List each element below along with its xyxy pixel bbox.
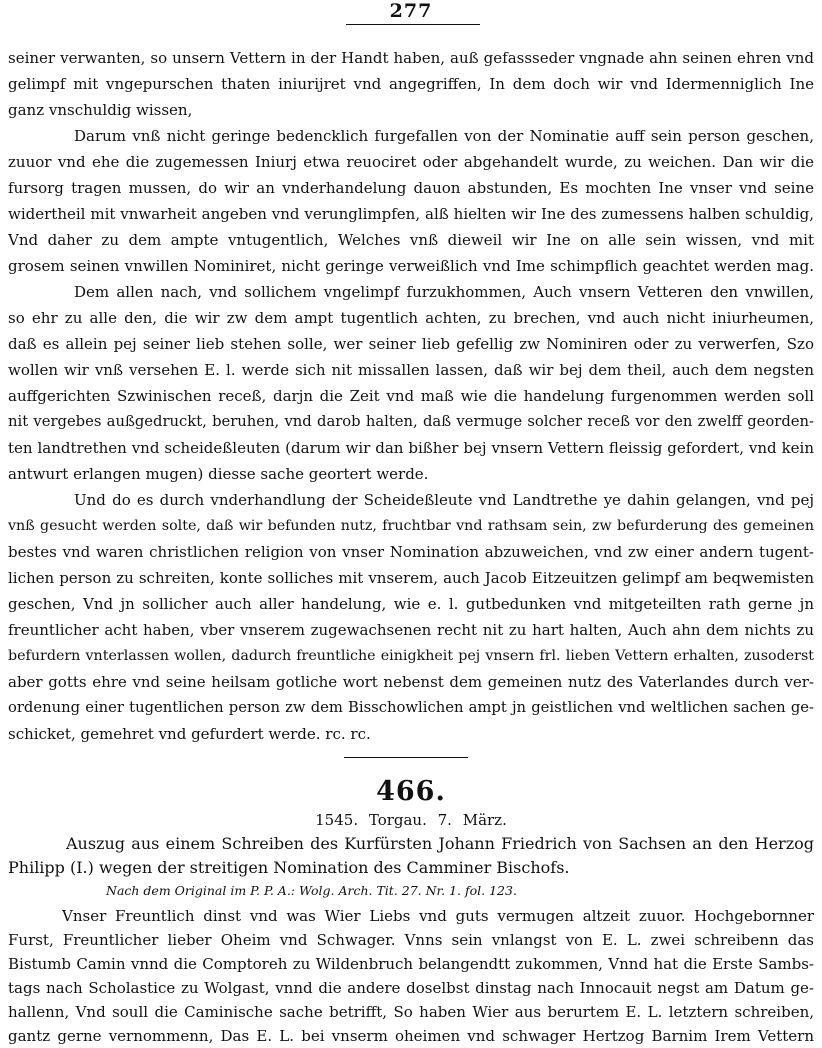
- text-line: zuuor vnd ehe die zugemessen Iniurj etwa reuociret oder abgehandelt wurde, zu weichen. Dan wir die: [8, 153, 814, 171]
- text-line: freuntlicher acht haben, vber vnserem zugewachsenen recht nit zu hart halten, Auch ahn dem nichts zu: [8, 621, 814, 639]
- text-line: ordenung einer tugentlichen person zw dem Bisschowlichen ampt jn geistlichen vnd weltlichen sachen ge-: [8, 699, 814, 716]
- text-line: nit vergebes außgedruckt, beruhen, vnd darob halten, daß vermuge solcher receß vor den zwelff georden-: [8, 413, 814, 430]
- text-line: bestes vnd waren christlichen religion von vnser Nomination abzuweichen, vnd zw einer andern tugent-: [8, 543, 814, 561]
- document-summary-line: Auszug aus einem Schreiben des Kurfürsten Johann Friedrich von Sachsen an den Herzog: [66, 834, 814, 853]
- text-line: wollen wir vnß versehen E. l. werde sich nit missallen lassen, daß wir bej dem theil, auch dem negsten: [8, 361, 814, 379]
- text-line: schicket, gemehret vnd gefurdert werde. rc. rc.: [8, 725, 371, 743]
- document-number: 466.: [376, 776, 446, 807]
- text-line: antwurt erlangen mugen) diesse sache geortert werde.: [8, 465, 429, 483]
- document-summary-line: Philipp (I.) wegen der streitigen Nomination des Camminer Bischofs.: [8, 858, 570, 877]
- text-line: gelimpf mit vngepurschen thaten iniurijret vnd angegriffen, In dem doch wir vnd Idermenniglich Ine: [8, 75, 814, 93]
- text-line: Dem allen nach, vnd sollichem vngelimpf furzukhommen, Auch vnsern Vetteren den vnwillen,: [74, 283, 814, 301]
- text-line: Vnser Freuntlich dinst vnd was Wier Liebs vnd guts vermugen altzeit zuuor. Hochgebornner: [62, 907, 814, 925]
- text-line: gantz gerne vernommenn, Das E. L. bei vnserm oheimen vnd schwager Hertzog Barnim Irem Vettern: [8, 1027, 814, 1045]
- text-line: so ehr zu alle den, die wir zw dem ampt tugentlich achten, zu brechen, vnd auch nicht iniurheumen,: [8, 309, 814, 327]
- text-line: seiner verwanten, so unsern Vettern in der Handt haben, auß gefassseder vngnade ahn seinen ehren vnd: [8, 49, 814, 67]
- source-note: Nach dem Original im P. P. A.: Wolg. Arch. Tit. 27. Nr. 1. fol. 123.: [106, 883, 517, 898]
- text-line: befurdern vnterlassen wollen, dadurch freuntliche einigkheit pej vnsern frl. lieben Vettern erhalten, zusoderst: [8, 648, 814, 664]
- header-rule: [346, 24, 480, 25]
- document-dateline: 1545. Torgau. 7. März.: [315, 811, 507, 829]
- page-number: 277: [389, 0, 433, 22]
- text-line: Furst, Freuntlicher lieber Oheim vnd Schwager. Vnns sein vnlangst von E. L. zwei schreibenn das: [8, 931, 814, 949]
- text-line: widertheil mit vnwarheit angeben vnd verunglimpfen, alß hielten wir Ine des zumessens halben schuldig,: [8, 205, 814, 223]
- text-line: aber gotts ehre vnd seine heilsam gotliche wort nebenst dem gemeinen nutz des Vaterlandes durch ver-: [8, 673, 814, 691]
- text-line: ganz vnschuldig wissen,: [8, 101, 193, 119]
- text-line: Und do es durch vnderhandlung der Scheideßleute vnd Landtrethe ye dahin gelangen, vnd pej: [74, 491, 814, 509]
- text-line: fursorg tragen mussen, do wir an vnderhandelung dauon abstunden, Es mochten Ine vnser vnd seine: [8, 179, 814, 197]
- text-line: vnß gesucht werden solte, daß wir befunden nutz, fruchtbar vnd rathsam sein, zw befurderung des gemeinen: [8, 518, 814, 534]
- text-line: lichen person zu schreiten, konte solliches mit vnserem, auch Jacob Eitzeuitzen gelimpf am beqwemisten: [8, 569, 814, 587]
- text-line: geschen, Vnd jn sollicher auch aller handelung, wie e. l. gutbedunken vnd mitgeteilten rath gerne jn: [8, 595, 814, 613]
- text-line: hallenn, Vnd soull die Caminische sache betrifft, So haben Wier aus berurtem E. L. letztern schreiben,: [8, 1003, 814, 1021]
- text-line: tags nach Scholastice zu Wolgast, vnnd die andere doselbst dinstag nach Innocauit negst am Datum ge-: [8, 979, 814, 997]
- text-line: Bistumb Camin vnnd die Comptoreh zu Wildenbruch belangendtt zukommen, Vnnd hat die Erste Sambs-: [8, 955, 814, 973]
- text-line: ten landtrethen vnd scheideßleuten (darum wir dan bißher bej vnsern Vettern fleissig gefordert, vnd kein: [8, 439, 814, 457]
- text-line: Vnd daher zu dem ampte vntugentlich, Welches vnß dieweil wir Ine on alle sein wissen, vnd mit: [8, 231, 814, 249]
- text-line: daß es allein pej seiner lieb stehen solle, wer seiner lieb gefellig zw Nominiren oder zu verwerfen, Szo: [8, 335, 814, 353]
- text-line: grosem seinen vnwillen Nominiret, nicht geringe verweißlich vnd Ime schimpflich geachtet werden mag.: [8, 257, 814, 275]
- text-line: Darum vnß nicht geringe bedencklich furgefallen von der Nominatie auff sein person geschen,: [74, 127, 814, 145]
- section-divider: [344, 757, 468, 758]
- text-line: auffgerichten Szwinischen receß, darjn die Zeit vnd maß wie die handelung furgenommen werden soll: [8, 387, 814, 405]
